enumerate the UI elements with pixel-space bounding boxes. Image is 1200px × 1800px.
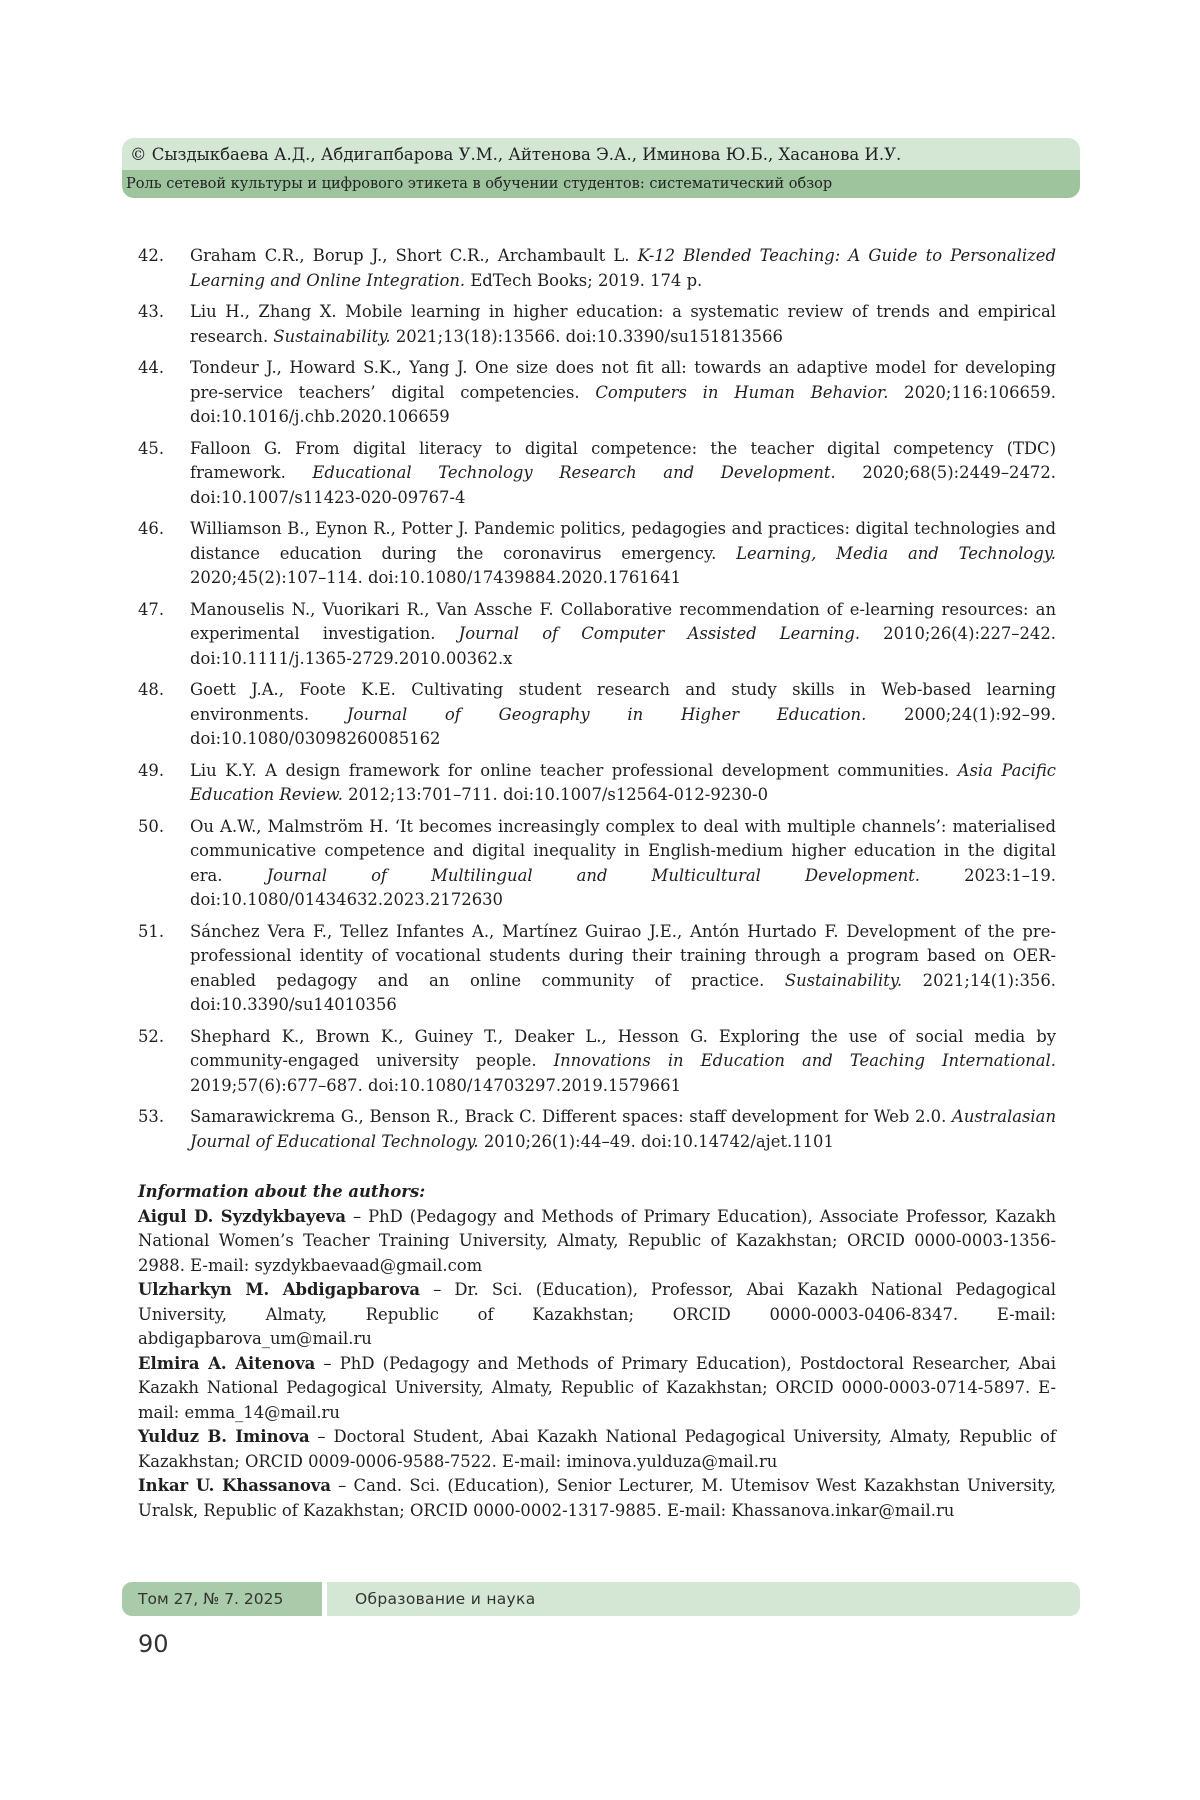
reference-number: 50.: [138, 816, 165, 836]
header-authors: © Сыздыкбаева А.Д., Абдигапбарова У.М., Айтенова Э.А., Иминова Ю.Б., Хасанова И.У.: [122, 138, 1080, 170]
reference-number: 52.: [138, 1026, 165, 1046]
authors-info: [138, 1180, 1056, 1523]
reference-number: 43.: [138, 302, 165, 321]
author-list: [138, 1205, 1056, 1524]
reference-text: [190, 244, 1056, 293]
reference-authors-title: Falloon G. From digital literacy to digital competence: the teacher digital competency (TDC) framework.: [190, 438, 1056, 482]
reference-item: [138, 1105, 1056, 1154]
reference-item: [138, 517, 1056, 591]
reference-number: 45.: [138, 438, 165, 458]
reference-text: [190, 300, 1056, 349]
reference-number: 47.: [138, 599, 165, 619]
reference-details: 2020;68(5):2449–2472. doi:10.1007/s11423-020-09767-4: [190, 463, 1056, 507]
author-name: Yulduz B. Iminova: [138, 1427, 310, 1446]
running-footer: [122, 1582, 1080, 1616]
author-entry: [138, 1425, 1056, 1474]
author-entry: [138, 1278, 1056, 1352]
reference-authors-title: Liu H., Zhang X. Mobile learning in higher education: a systematic review of trends and empirical research.: [190, 302, 1056, 346]
reference-source: Journal of Geography in Higher Education.: [346, 704, 867, 724]
reference-authors-title: Shephard K., Brown K., Guiney T., Deaker L., Hesson G. Exploring the use of social media by community-engaged university people.: [190, 1026, 1056, 1070]
reference-item: [138, 437, 1056, 511]
author-details: – Cand. Sci. (Education), Senior Lecturer, M. Utemisov West Kazakhstan University, Uralsk, Republic of Kazakhstan; ORCID 0000-0002-1317-9885. E-mail: Khassanova.inkar@mail.ru: [138, 1476, 1056, 1520]
footer-issue: Том 27, № 7. 2025: [122, 1582, 322, 1616]
reference-authors-title: Manouselis N., Vuorikari R., Van Assche F. Collaborative recommendation of e-learning resources: an experimental investigation.: [190, 599, 1056, 643]
reference-item: [138, 244, 1056, 293]
running-header: [122, 138, 1080, 198]
reference-item: [138, 300, 1056, 349]
reference-text: [190, 437, 1056, 511]
reference-text: [190, 1025, 1056, 1099]
reference-source: K-12 Blended Teaching: A Guide to Personalized Learning and Online Integration.: [190, 246, 1056, 290]
reference-source: Sustainability.: [784, 970, 903, 990]
reference-authors-title: Ou A.W., Malmström H. ‘It becomes increasingly complex to deal with multiple channels’: materialised communicative competence and digital inequality in English-medium higher education in the digital era.: [190, 816, 1056, 885]
reference-item: [138, 815, 1056, 913]
reference-authors-title: Goett J.A., Foote K.E. Cultivating student research and study skills in Web-based learning environments.: [190, 680, 1056, 724]
reference-text: [190, 678, 1056, 752]
reference-item: [138, 356, 1056, 430]
author-name: Elmira A. Aitenova: [138, 1353, 316, 1373]
reference-authors-title: Samarawickrema G., Benson R., Brack C. Different spaces: staff development for Web 2.0.: [190, 1107, 952, 1126]
header-article-title: Роль сетевой культуры и цифрового этикета в обучении студентов: систематический обзор: [122, 170, 1080, 198]
reference-details: 2010;26(1):44–49. doi:10.14742/ajet.1101: [478, 1131, 834, 1151]
reference-number: 42.: [138, 246, 165, 265]
reference-details: 2012;13:701–711. doi:10.1007/s12564-012-9230-0: [342, 785, 768, 804]
reference-list: [138, 244, 1056, 1161]
reference-authors-title: Graham C.R., Borup J., Short C.R., Archambault L.: [190, 246, 638, 265]
reference-text: [190, 759, 1056, 808]
author-details: – PhD (Pedagogy and Methods of Primary Education), Associate Professor, Kazakh National Women’s Teacher Training University, Almaty, Republic of Kazakhstan; ORCID 0000-0003-1356-2988. E-mail: syzdykbaevaad@gmail.com: [138, 1206, 1057, 1275]
reference-authors-title: Sánchez Vera F., Tellez Infantes A., Martínez Guirao J.E., Antón Hurtado F. Development of the pre-professional identity of vocational students during their training through a program based on OER-enabled pedagogy and an online community of practice.: [190, 921, 1056, 990]
author-entry: [138, 1352, 1056, 1426]
reference-details: 2020;45(2):107–114. doi:10.1080/17439884.2020.1761641: [190, 568, 681, 587]
reference-item: [138, 1025, 1056, 1099]
reference-source: Journal of Multilingual and Multicultural Development.: [266, 865, 920, 885]
reference-source: Australasian Journal of Educational Technology.: [190, 1107, 1056, 1151]
reference-number: 44.: [138, 358, 165, 377]
reference-source: Computers in Human Behavior.: [595, 382, 889, 402]
reference-text: [190, 920, 1056, 1018]
reference-details: EdTech Books; 2019. 174 p.: [465, 270, 703, 290]
author-entry: [138, 1205, 1056, 1279]
authors-heading: Information about the authors:: [138, 1182, 426, 1201]
reference-number: 46.: [138, 519, 165, 538]
reference-text: [190, 1105, 1056, 1154]
reference-number: 51.: [138, 921, 165, 941]
reference-source: Sustainability.: [273, 326, 391, 346]
author-entry: [138, 1474, 1056, 1523]
reference-source: Educational Technology Research and Development.: [312, 463, 836, 482]
reference-details: 2021;13(18):13566. doi:10.3390/su151813566: [390, 326, 783, 346]
author-name: Aigul D. Syzdykbayeva: [138, 1206, 346, 1226]
author-name: Inkar U. Khassanova: [138, 1476, 331, 1495]
page-number: 90: [138, 1630, 169, 1658]
reference-number: 48.: [138, 680, 165, 699]
reference-authors-title: Williamson B., Eynon R., Potter J. Pandemic politics, pedagogies and practices: digital technologies and distance education during the coronavirus emergency.: [190, 519, 1056, 563]
reference-source: Journal of Computer Assisted Learning.: [458, 624, 861, 643]
reference-source: Innovations in Education and Teaching International.: [553, 1051, 1057, 1070]
reference-details: 2023:1–19. doi:10.1080/01434632.2023.2172630: [190, 865, 1056, 909]
reference-item: [138, 598, 1056, 672]
reference-text: [190, 598, 1056, 672]
reference-item: [138, 678, 1056, 752]
reference-text: [190, 517, 1056, 591]
reference-details: 2020;116:106659. doi:10.1016/j.chb.2020.106659: [190, 382, 1056, 426]
reference-details: 2000;24(1):92–99. doi:10.1080/03098260085162: [190, 704, 1056, 748]
reference-text: [190, 815, 1056, 913]
reference-source: Asia Pacific Education Review.: [190, 760, 1056, 804]
reference-details: 2021;14(1):356. doi:10.3390/su14010356: [190, 970, 1056, 1014]
author-details: – PhD (Pedagogy and Methods of Primary Education), Postdoctoral Researcher, Abai Kazakh National Pedagogical University, Almaty, Republic of Kazakhstan; ORCID 0000-0003-0714-5897. E-mail: emma_14@mail.ru: [138, 1353, 1056, 1422]
author-name: Ulzharkyn M. Abdigapbarova: [138, 1280, 420, 1299]
reference-item: [138, 759, 1056, 808]
reference-authors-title: Tondeur J., Howard S.K., Yang J. One size does not fit all: towards an adaptive model for developing pre-service teachers’ digital competencies.: [190, 358, 1056, 402]
reference-authors-title: Liu K.Y. A design framework for online teacher professional development communities.: [190, 760, 958, 780]
reference-number: 49.: [138, 760, 165, 780]
reference-number: 53.: [138, 1107, 165, 1126]
reference-source: Learning, Media and Technology.: [736, 543, 1056, 563]
reference-details: 2019;57(6):677–687. doi:10.1080/14703297.2019.1579661: [190, 1075, 681, 1095]
author-details: – Dr. Sci. (Education), Professor, Abai Kazakh National Pedagogical University, Almaty, Republic of Kazakhstan; ORCID 0000-0003-0406-8347. E-mail: abdigapbarova_um@mail.ru: [138, 1280, 1056, 1348]
author-details: – Doctoral Student, Abai Kazakh National Pedagogical University, Almaty, Republic of Kazakhstan; ORCID 0009-0006-9588-7522. E-mail: iminova.yulduza@mail.ru: [138, 1427, 1056, 1471]
reference-details: 2010;26(4):227–242. doi:10.1111/j.1365-2729.2010.00362.x: [190, 624, 1056, 668]
reference-item: [138, 920, 1056, 1018]
reference-text: [190, 356, 1056, 430]
footer-journal-name: Образование и наука: [327, 1582, 1080, 1616]
